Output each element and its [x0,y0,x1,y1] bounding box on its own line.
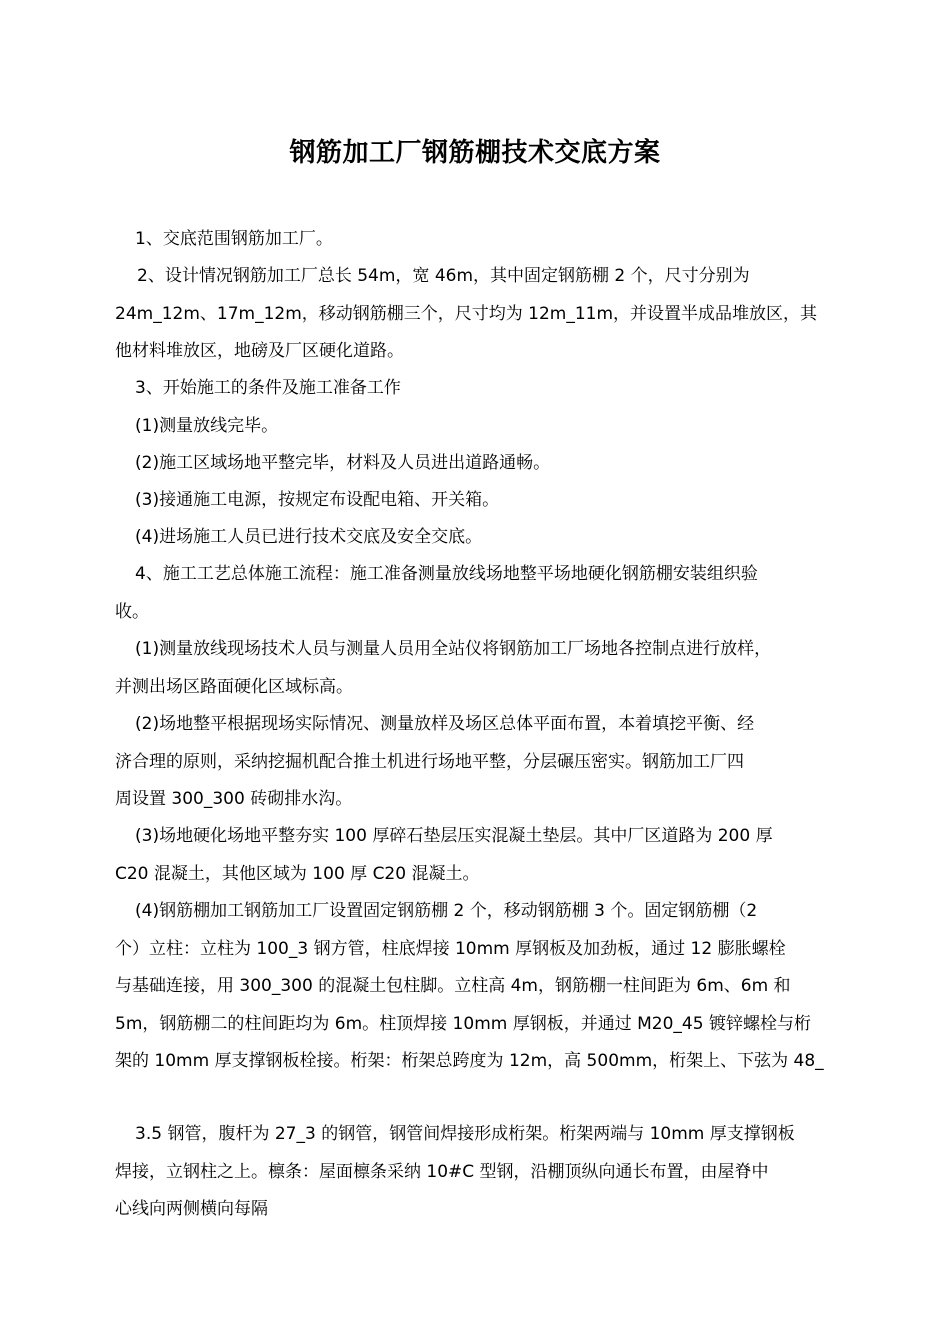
paragraph-3 [135,370,865,408]
text-line: 3.5 钢管，腹杆为 27_3 的钢管，钢管间焊接形成桁架。桁架两端与 10mm 厚支撑钢板 [135,1124,795,1144]
text-line: (1)测量放线现场技术人员与测量人员用全站仪将钢筋加工厂场地各控制点进行放样， [135,639,772,659]
text-line: 3、开始施工的条件及施工准备工作 [135,378,401,398]
text-line: (1)测量放线完毕。 [135,416,279,436]
text-line: 1、交底范围钢筋加工厂。 [135,229,333,249]
text-line: 2、设计情况钢筋加工厂总长 54m，宽 46m，其中固定钢筋棚 2 个，尺寸分别为 [137,266,750,286]
paragraph-4 [135,408,865,446]
paragraph-1 [135,221,865,259]
paragraph-7 [135,519,865,557]
text-line: 周设置 300_300 砖砌排水沟。 [115,789,353,809]
paragraph-10 [115,706,845,819]
text-line: 24m_12m、17m_12m，移动钢筋棚三个，尺寸均为 12m_11m，并设置半成品堆放区，其 [115,303,818,324]
text-line: 济合理的原则，采纳挖掘机配合推土机进行场地平整，分层碾压密实。钢筋加工厂四 [115,751,744,772]
text-line: 架的 10mm 厚支撑钢板栓接。桁架：桁架总跨度为 12m，高 500mm，桁架上、下弦为 48_ [115,1051,824,1071]
text-line: 5m，钢筋棚二的柱间距均为 6m。柱顶焊接 10mm 厚钢板，并通过 M20_45 镀锌螺栓与桁 [115,1013,811,1034]
paragraph-8 [115,556,845,631]
paragraph-6 [135,482,865,520]
text-line: (2)场地整平根据现场实际情况、测量放样及场区总体平面布置，本着填挖平衡、经 [135,714,755,734]
text-line: 4、施工工艺总体施工流程：施工准备测量放线场地整平场地硬化钢筋棚安装组织验 [135,564,758,584]
text-line: 他材料堆放区，地磅及厂区硬化道路。 [115,341,404,361]
paragraph-12 [115,893,845,1081]
text-line: 与基础连接，用 300_300 的混凝土包柱脚。立柱高 4m，钢筋棚一柱间距为 6m、6m 和 [115,976,791,996]
text-line: 心线向两侧横向每隔 [115,1199,268,1219]
text-line: (3)接通施工电源，按规定布设配电箱、开关箱。 [135,490,500,510]
text-line: (2)施工区域场地平整完毕，材料及人员进出道路通畅。 [135,453,551,473]
paragraph-13 [115,1116,845,1229]
text-line: (4)钢筋棚加工钢筋加工厂设置固定钢筋棚 2 个，移动钢筋棚 3 个。固定钢筋棚（2 [135,901,758,921]
document-title: 钢筋加工厂钢筋棚技术交底方案 [289,138,661,168]
text-line: (4)进场施工人员已进行技术交底及安全交底。 [135,527,483,547]
paragraph-2 [115,258,845,371]
text-line: 并测出场区路面硬化区域标高。 [115,676,353,697]
paragraph-9 [115,631,845,706]
text-line: (3)场地硬化场地平整夯实 100 厚碎石垫层压实混凝土垫层。其中厂区道路为 200 厚 [135,826,773,846]
text-line: 焊接，立钢柱之上。檩条：屋面檩条采纳 10#C 型钢，沿棚顶纵向通长布置，由屋脊中 [115,1161,769,1182]
paragraph-11 [115,818,845,893]
text-line: 个）立柱：立柱为 100_3 钢方管，柱底焊接 10mm 厚钢板及加劲板，通过 12 膨胀螺栓 [115,938,786,959]
text-line: 收。 [115,601,149,622]
paragraph-5 [135,445,865,483]
text-line: C20 混凝土，其他区域为 100 厚 C20 混凝土。 [115,863,480,884]
